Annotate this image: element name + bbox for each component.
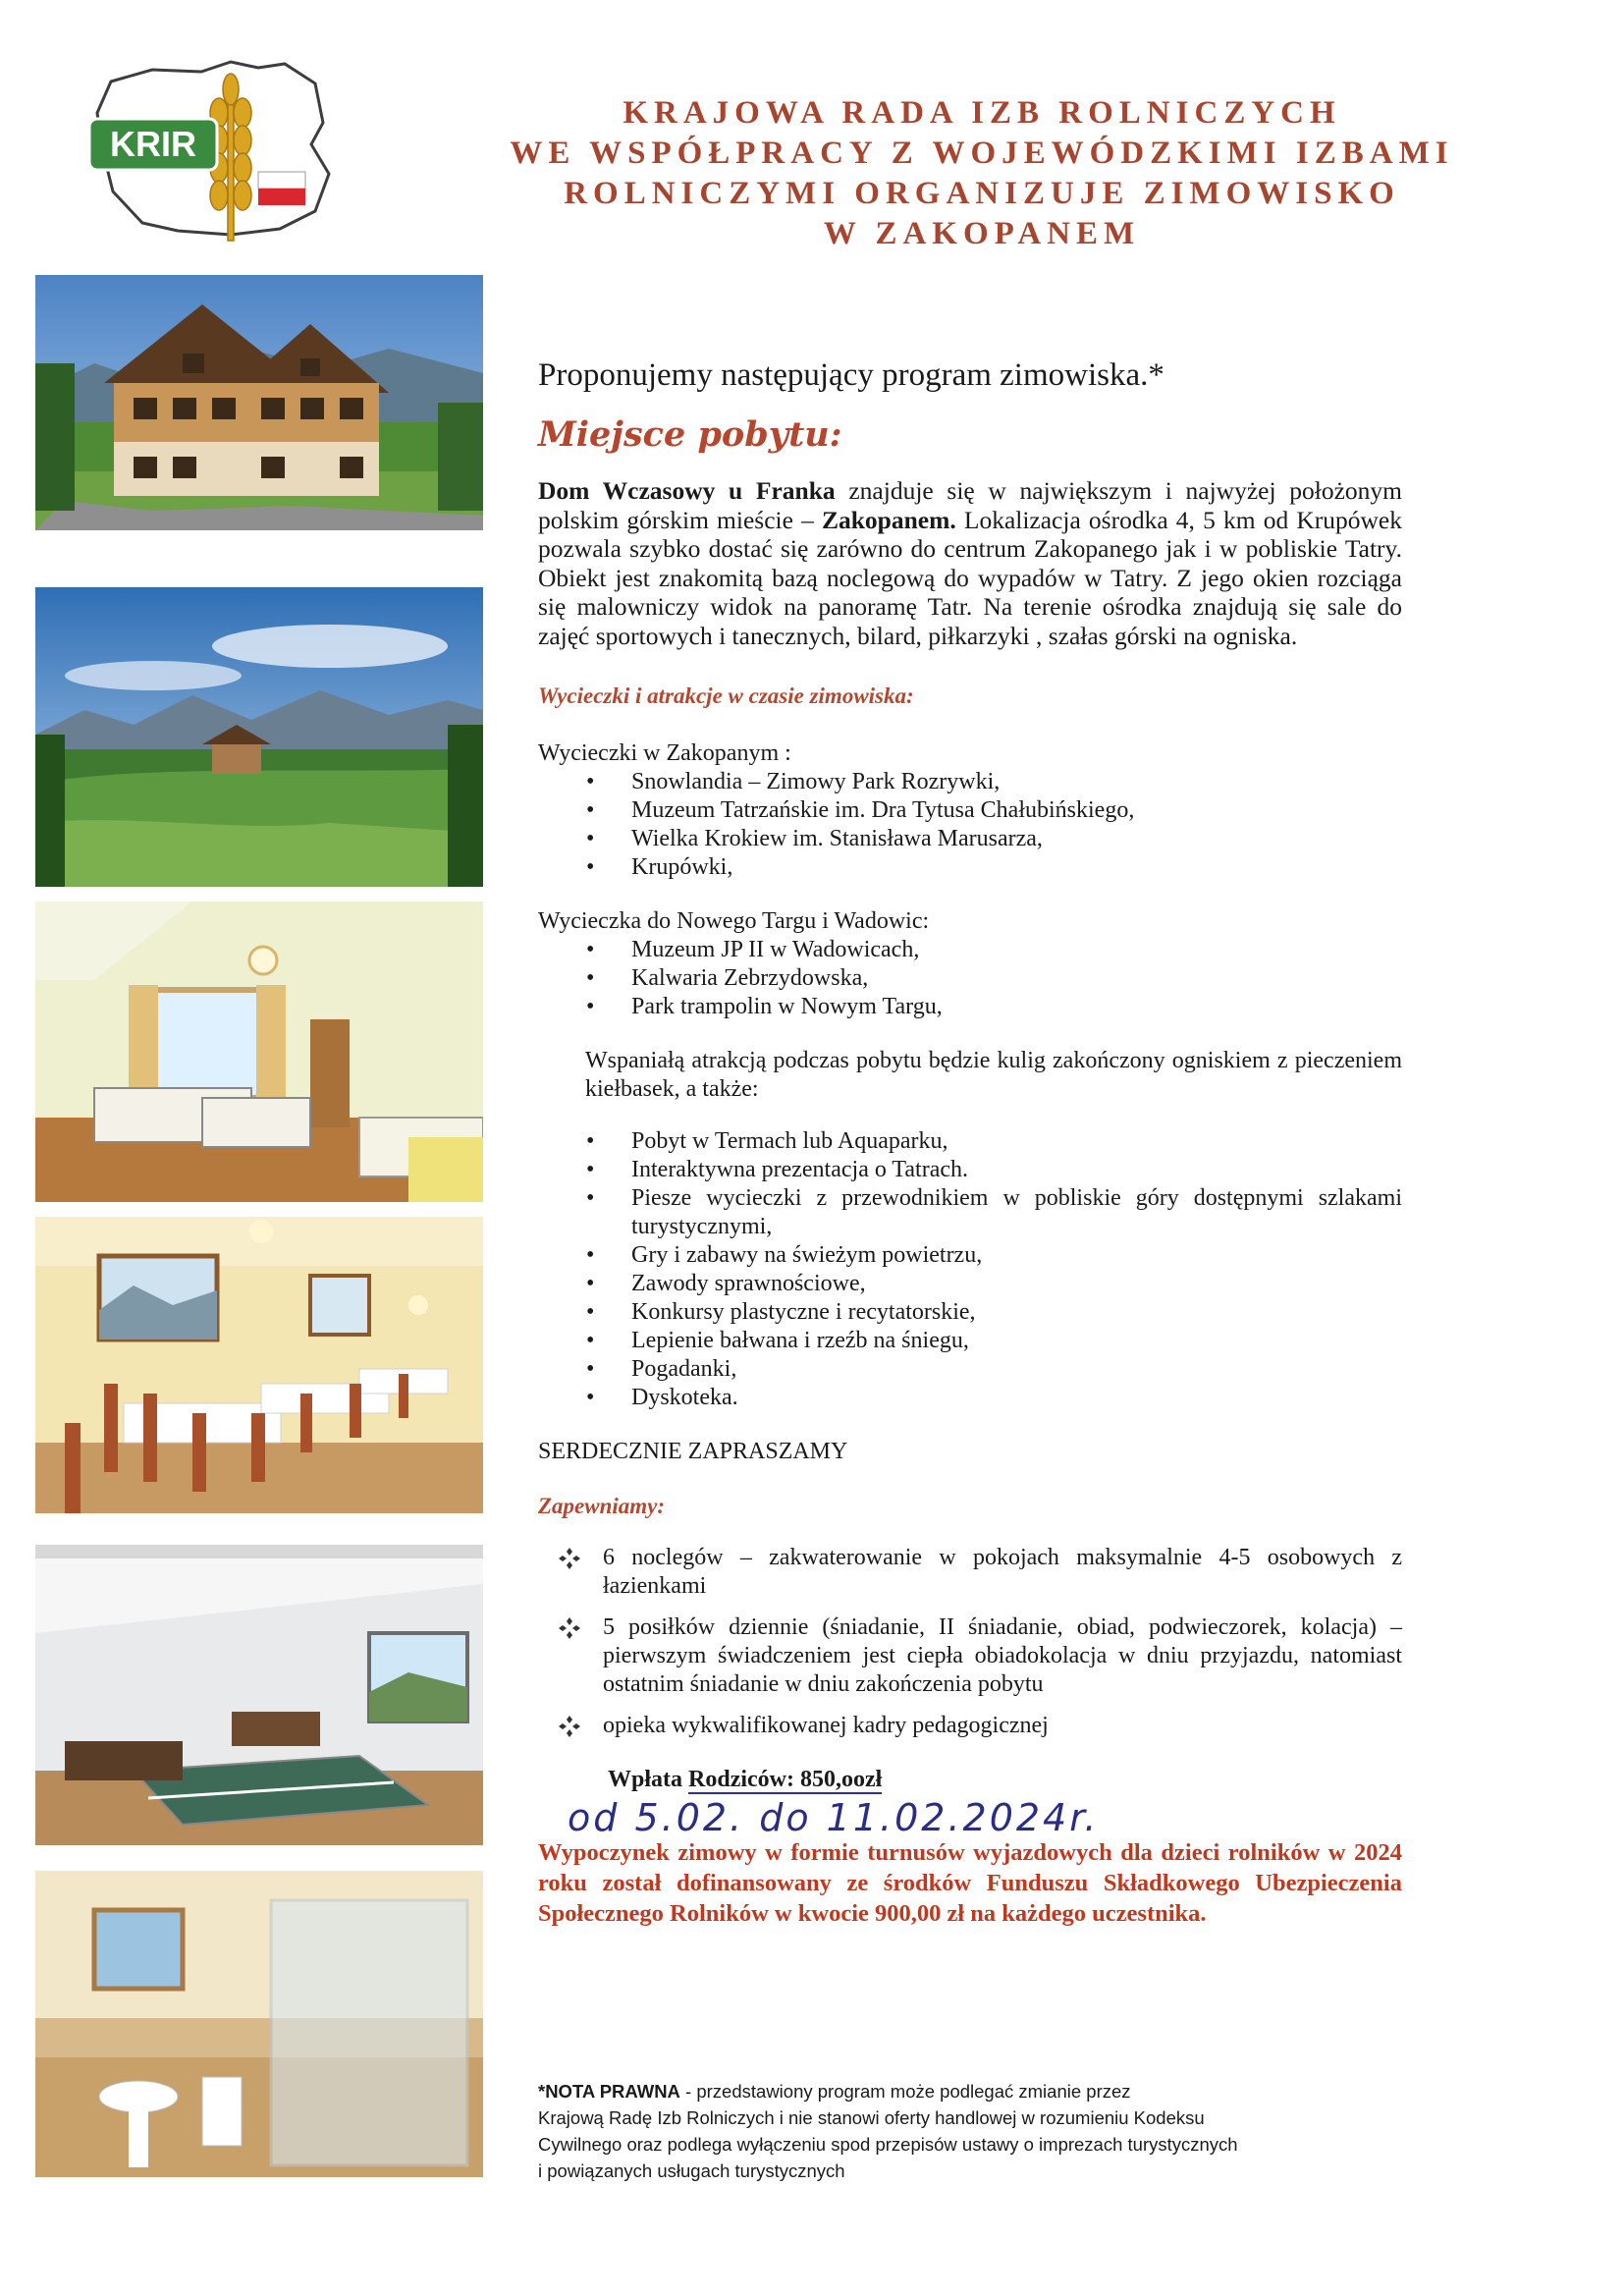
attraction-text: Wspaniałą atrakcją podczas pobytu będzie kulig zakończony ogniskiem z pieczeniem kiełbasek, a także: xyxy=(585,1048,1402,1102)
list-item: • Kalwaria Zebrzydowska, xyxy=(631,964,1402,993)
title-line: W ZAKOPANEM xyxy=(823,216,1141,251)
payment-label: Wpłata xyxy=(608,1767,689,1792)
diamond-bullet-icon xyxy=(558,1616,581,1640)
list-item: • Gry i zabawy na świeżym powietrzu, xyxy=(631,1241,1402,1270)
stay-city: Zakopanem. xyxy=(821,505,956,534)
list-item: • Muzeum JP II w Wadowicach, xyxy=(631,936,1402,964)
stay-name: Dom Wczasowy u Franka xyxy=(538,476,836,505)
list-item: • Piesze wycieczki z przewodnikiem w pobliskie góry dostępnymi szlakami turystycznymi, xyxy=(631,1184,1402,1241)
game-room-photo xyxy=(35,1545,483,1845)
guarantee-text: 5 posiłków dziennie (śniadanie, II śniadanie, obiad, podwieczorek, kolacja) – pierwszym świadczeniem jest ciepła obiadokolacja w dniu przyjazdu, natomiast ostatnim śniadanie w dniu zakończenia pobytu xyxy=(603,1614,1402,1697)
list-item: • Lepienie bałwana i rzeźb na śniegu, xyxy=(631,1327,1402,1355)
title-line: ROLNICZYMI ORGANIZUJE ZIMOWISKO xyxy=(564,176,1400,211)
guesthouse-exterior-photo xyxy=(35,275,483,530)
list-item: • Konkursy plastyczne i recytatorskie, xyxy=(631,1298,1402,1327)
krir-logo xyxy=(83,54,339,250)
stay-text-2: Lokalizacja ośrodka 4, 5 km od Krupówek pozwala szybko dostać się zarówno do centrum Zakopanego jak i w pobliskie Tatry. Obiekt jest znakomitą bazą noclegową do wypadów w Tatry. Z jego okien rozciąga się malowniczy widok na panoramę Tatr. Na terenie ośrodka znajdują się sale do zajęć sportowych i tanecznych, bilard, piłkarzyki , szałas górski na ogniska. xyxy=(538,505,1402,650)
trips-heading: Wycieczki i atrakcje w czasie zimowiska: xyxy=(538,683,914,708)
zakopane-trips-list xyxy=(538,768,1402,882)
stay-description xyxy=(538,476,1402,650)
handwritten-dates: od 5.02. do 11.02.2024r. xyxy=(568,1796,1100,1839)
list-item: • Krupówki, xyxy=(631,853,1402,882)
guarantee-heading: Zapewniamy: xyxy=(538,1494,666,1518)
bathroom-photo xyxy=(35,1871,483,2177)
payment-line xyxy=(608,1766,1402,1794)
attraction-list xyxy=(538,1127,1402,1412)
payment-amount: Rodziców: 850,oozł xyxy=(688,1767,883,1792)
legal-label: *NOTA PRAWNA xyxy=(538,2081,680,2102)
title-line: KRAJOWA RADA IZB ROLNICZYCH xyxy=(623,95,1341,131)
guarantee-list xyxy=(538,1544,1402,1740)
list-item xyxy=(603,1613,1402,1699)
list-item xyxy=(603,1544,1402,1601)
intro-text: Proponujemy następujący program zimowiska.* xyxy=(538,357,1164,393)
legal-line: Cywilnego oraz podlega wyłączeniu spod przepisów ustawy o imprezach turystycznych xyxy=(538,2134,1238,2155)
targ-trips-list xyxy=(538,936,1402,1021)
dining-room-photo xyxy=(35,1217,483,1513)
list-item: • Park trampolin w Nowym Targu, xyxy=(631,993,1402,1021)
invite-text: SERDECZNIE ZAPRASZAMY xyxy=(538,1439,848,1464)
tatra-panorama-photo xyxy=(35,587,483,887)
funding-note: Wypoczynek zimowy w formie turnusów wyjazdowych dla dzieci rolników w 2024 roku został dofinansowany ze środków Funduszu Składkowego Ubezpieczenia Społecznego Rolników w kwocie 900,00 zł na każdego uczestnika. xyxy=(538,1839,1402,1927)
zakopane-trips-title: Wycieczki w Zakopanym : xyxy=(538,740,791,766)
guarantee-text: opieka wykwalifikowanej kadry pedagogicznej xyxy=(603,1713,1049,1738)
page-title xyxy=(412,93,1551,254)
legal-note xyxy=(538,2078,1382,2184)
targ-trips-title: Wycieczka do Nowego Targu i Wadowic: xyxy=(538,908,930,934)
list-item: • Pobyt w Termach lub Aquaparku, xyxy=(631,1127,1402,1156)
diamond-bullet-icon xyxy=(558,1547,581,1570)
logo-text: KRIR xyxy=(110,124,196,164)
stay-text-1: znajduje się w największym i najwyżej położonym polskim górskim mieście – xyxy=(538,476,1402,534)
list-item: • Interaktywna prezentacja o Tatrach. xyxy=(631,1156,1402,1184)
legal-line: Krajową Radę Izb Rolniczych i nie stanowi oferty handlowej w rozumieniu Kodeksu xyxy=(538,2107,1205,2128)
krir-logo-graphic xyxy=(83,54,339,250)
diamond-bullet-icon xyxy=(558,1715,581,1738)
title-line: WE WSPÓŁPRACY Z WOJEWÓDZKIMI IZBAMI xyxy=(510,136,1454,171)
list-item: • Snowlandia – Zimowy Park Rozrywki, xyxy=(631,768,1402,796)
list-item: • Muzeum Tatrzańskie im. Dra Tytusa Chałubińskiego, xyxy=(631,796,1402,825)
legal-line: - przedstawiony program może podlegać zmianie przez xyxy=(679,2081,1131,2102)
legal-line: i powiązanych usługach turystycznych xyxy=(538,2160,845,2181)
list-item: • Pogadanki, xyxy=(631,1355,1402,1384)
bedroom-photo xyxy=(35,902,483,1202)
list-item: • Zawody sprawnościowe, xyxy=(631,1270,1402,1298)
main-content xyxy=(538,355,1402,1929)
list-item xyxy=(603,1712,1402,1740)
stay-heading: Miejsce pobytu: xyxy=(538,414,842,455)
list-item: • Dyskoteka. xyxy=(631,1384,1402,1412)
guarantee-text: 6 noclegów – zakwaterowanie w pokojach maksymalnie 4-5 osobowych z łazienkami xyxy=(603,1545,1402,1599)
list-item: • Wielka Krokiew im. Stanisława Marusarza, xyxy=(631,825,1402,853)
